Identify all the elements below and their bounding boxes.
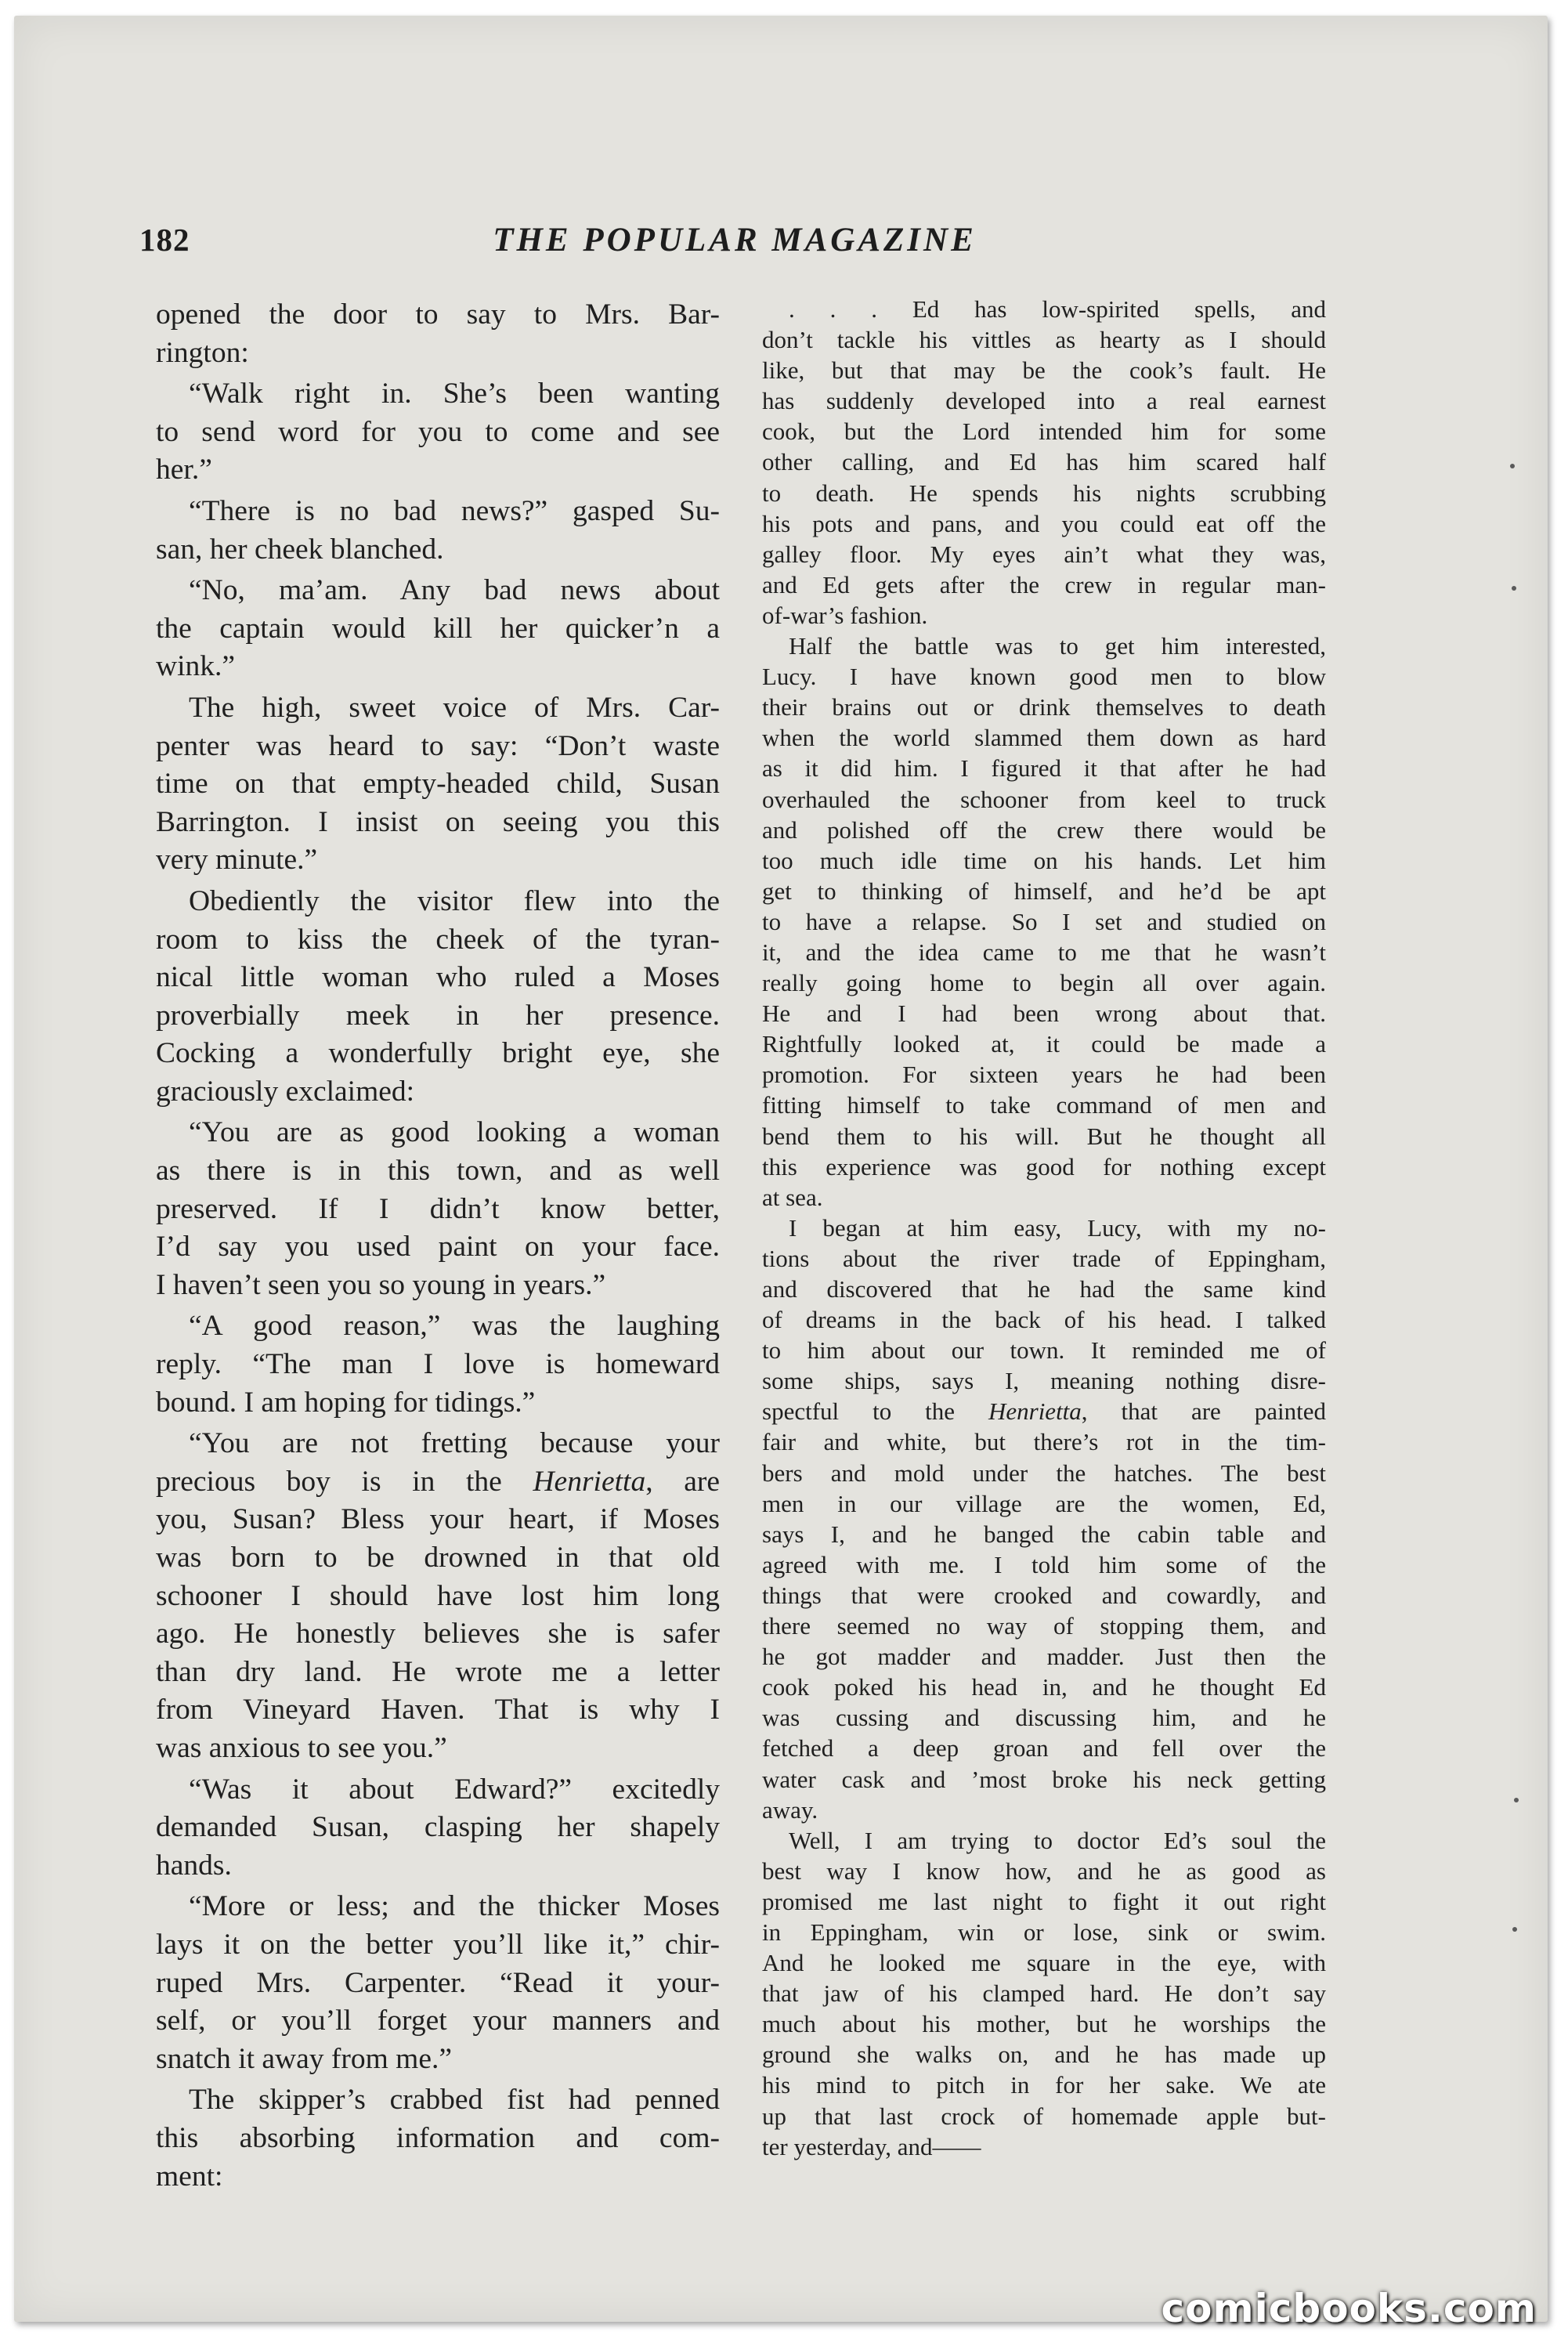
text-line: galley floor. My eyes ain’t what they was, (762, 540, 1326, 568)
text-line: proverbially meek in her presence. (156, 999, 720, 1032)
text-line: up that last crock of homemade apple but- (762, 2102, 1326, 2130)
paragraph (156, 1307, 720, 1422)
page-number: 182 (139, 222, 190, 258)
text-line: Lucy. I have known good men to blow (762, 663, 1326, 691)
text-line: I began at him easy, Lucy, with my no- (789, 1213, 1326, 1242)
text-line: wink.” (156, 650, 236, 683)
running-head: THE POPULAR MAGAZINE (493, 222, 977, 258)
text-line: to have a relapse. So I set and studied on (762, 907, 1326, 935)
text-line: from Vineyard Haven. That is why I (156, 1694, 720, 1726)
text-line: opened the door to say to Mrs. Bar- (156, 298, 720, 331)
text-line: this experience was good for nothing except (762, 1152, 1326, 1180)
text-line: The skipper’s crabbed fist had penned (189, 2084, 720, 2117)
text-line: And he looked me square in the eye, with (762, 1949, 1326, 1977)
text-line: I’d say you used paint on your face. (156, 1231, 720, 1264)
text-line: Rightfully looked at, it could be made a (762, 1030, 1326, 1058)
text-line: “Was it about Edward?” excitedly (189, 1773, 720, 1806)
text-line: Barrington. I insist on seeing you this (156, 805, 720, 838)
right-column (762, 294, 1326, 2162)
paragraph (156, 1771, 720, 1885)
text-line: his pots and pans, and you could eat off the (762, 509, 1326, 537)
text-line: other calling, and Ed has him scared half (762, 448, 1326, 476)
text-line: bound. I am hoping for tidings.” (156, 1386, 536, 1419)
text-line: water cask and ’most broke his neck getting (762, 1765, 1326, 1793)
text-line: men in our village are the women, Ed, (762, 1489, 1326, 1517)
paragraph (762, 1213, 1326, 1825)
paragraph (762, 294, 1326, 631)
text-line: and Ed gets after the crew in regular man- (762, 570, 1326, 598)
paragraph (156, 2081, 720, 2196)
text-line: of dreams in the back of his head. I talked (762, 1306, 1326, 1334)
text-line: it, and the idea came to me that he wasn’t (762, 938, 1326, 966)
text-line: hands. (156, 1849, 232, 1882)
text-line: of-war’s fashion. (762, 601, 928, 629)
text-line: was born to be drowned in that old (156, 1542, 720, 1574)
text-line: ago. He honestly believes she is safer (156, 1618, 720, 1650)
text-line: to him about our town. It reminded me of (762, 1336, 1326, 1365)
text-line: than dry land. He wrote me a letter (156, 1655, 720, 1688)
text-line: “There is no bad news?” gasped Su- (189, 494, 720, 527)
text-line: in Eppingham, win or lose, sink or swim. (762, 1918, 1326, 1946)
text-line: he got madder and madder. Just then the (762, 1643, 1326, 1671)
text-line: schooner I should have lost him long (156, 1579, 720, 1612)
magazine-page (14, 16, 1548, 2322)
ship-name: Henrietta (533, 1465, 646, 1498)
ship-name: Henrietta (988, 1397, 1082, 1426)
text-line: promotion. For sixteen years he had been (762, 1061, 1326, 1089)
text-line: He and I had been wrong about that. (762, 1000, 1326, 1028)
text-line: lays it on the better you’ll like it,” chir- (156, 1928, 720, 1961)
text-line: “No, ma’am. Any bad news about (189, 574, 720, 607)
text-line: nical little woman who ruled a Moses (156, 961, 720, 994)
paragraph (156, 883, 720, 1112)
text-line: “You are not fretting because your (189, 1427, 720, 1460)
margin-speck (1514, 1798, 1519, 1802)
text-line: “A good reason,” was the laughing (189, 1310, 720, 1343)
margin-speck (1512, 586, 1516, 591)
text-line: promised me last night to fight it out right (762, 1887, 1326, 1915)
text-line: at sea. (762, 1183, 823, 1211)
text-line: I haven’t seen you so young in years.” (156, 1268, 606, 1301)
paragraph (156, 1114, 720, 1304)
text-line: best way I know how, and he as good as (762, 1856, 1326, 1885)
text-line: agreed with me. I told him some of the (762, 1550, 1326, 1578)
text-line: ruped Mrs. Carpenter. “Read it your- (156, 1966, 720, 1999)
text-line: The high, sweet voice of Mrs. Car- (189, 691, 720, 724)
text-line: their brains out or drink themselves to death (762, 693, 1326, 721)
text-line: precious boy is in the Henrietta, are (156, 1465, 720, 1498)
text-line: some ships, says I, meaning nothing disre- (762, 1367, 1326, 1395)
text-line: overhauled the schooner from keel to truck (762, 785, 1326, 813)
text-line: as there is in this town, and as well (156, 1155, 720, 1188)
text-line: tions about the river trade of Eppingham, (762, 1244, 1326, 1272)
text-line: ter yesterday, and—— (762, 2132, 981, 2160)
text-line: says I, and he banged the cabin table and (762, 1520, 1326, 1548)
text-line: much about his mother, but he worships the (762, 2010, 1326, 2038)
text-line: her.” (156, 454, 212, 486)
text-line: to send word for you to come and see (156, 415, 720, 448)
paragraph (156, 1888, 720, 2078)
text-line: really going home to begin all over again. (762, 969, 1326, 997)
text-line: preserved. If I didn’t know better, (156, 1192, 720, 1225)
paragraph (156, 572, 720, 686)
text-line: fair and white, but there’s rot in the tim- (762, 1428, 1326, 1456)
paragraph (156, 1425, 720, 1767)
text-line: . . . Ed has low-spirited spells, and (789, 295, 1326, 323)
text-line: fetched a deep groan and fell over the (762, 1734, 1326, 1762)
paragraph (156, 375, 720, 490)
text-line: Obediently the visitor flew into the (189, 884, 720, 917)
paragraph (156, 689, 720, 880)
text-line: spectful to the Henrietta, that are painted (762, 1397, 1326, 1426)
text-line: Half the battle was to get him interested, (789, 632, 1326, 660)
text-line: cook, but the Lord intended him for some (762, 418, 1326, 446)
text-line: very minute.” (156, 844, 318, 877)
text-line: penter was heard to say: “Don’t waste (156, 729, 720, 762)
text-line: has suddenly developed into a real earnest (762, 387, 1326, 415)
text-line: bend them to his will. But he thought all (762, 1122, 1326, 1150)
text-line: Well, I am trying to doctor Ed’s soul the (789, 1826, 1326, 1854)
left-column (156, 296, 720, 2199)
text-line: get to thinking of himself, and he’d be apt (762, 877, 1326, 905)
text-line: as it did him. I figured it that after he had (762, 754, 1326, 783)
text-line: self, or you’ll forget your manners and (156, 2005, 720, 2037)
text-line: rington: (156, 336, 249, 369)
paragraph (156, 493, 720, 569)
text-line: when the world slammed them down as hard (762, 724, 1326, 752)
margin-speck (1512, 1927, 1517, 1932)
text-line: his mind to pitch in for her sake. We ate (762, 2071, 1326, 2099)
text-line: things that were crooked and cowardly, and (762, 1581, 1326, 1609)
text-line: graciously exclaimed: (156, 1075, 415, 1108)
text-line: too much idle time on his hands. Let him (762, 846, 1326, 874)
margin-speck (1510, 464, 1515, 468)
text-line: Cocking a wonderfully bright eye, she (156, 1037, 720, 1070)
paragraph (762, 631, 1326, 1213)
text-line: the captain would kill her quicker’n a (156, 612, 720, 645)
text-line: bers and mold under the hatches. The best (762, 1459, 1326, 1487)
text-line: that jaw of his clamped hard. He don’t say (762, 1979, 1326, 2008)
text-line: san, her cheek blanched. (156, 533, 444, 566)
paragraph (762, 1825, 1326, 2162)
text-line: was cussing and discussing him, and he (762, 1704, 1326, 1732)
text-line: demanded Susan, clasping her shapely (156, 1811, 720, 1844)
text-line: like, but that may be the cook’s fault. He (762, 356, 1326, 385)
text-line: don’t tackle his vittles as hearty as I should (762, 326, 1326, 354)
text-line: time on that empty-headed child, Susan (156, 768, 720, 801)
watermark-logo: comicbooks.com (1161, 2286, 1537, 2331)
text-line: cook poked his head in, and he thought Ed (762, 1673, 1326, 1701)
text-line: ground she walks on, and he has made up (762, 2041, 1326, 2069)
text-line: “More or less; and the thicker Moses (189, 1890, 720, 1923)
text-line: to death. He spends his nights scrubbing (762, 479, 1326, 507)
text-line: this absorbing information and com- (156, 2121, 720, 2154)
text-line: and discovered that he had the same kind (762, 1275, 1326, 1303)
text-line: was anxious to see you.” (156, 1731, 447, 1764)
text-line: ment: (156, 2160, 223, 2193)
paragraph (156, 296, 720, 372)
text-line: fitting himself to take command of men and (762, 1091, 1326, 1119)
text-line: reply. “The man I love is homeward (156, 1348, 720, 1381)
text-line: snatch it away from me.” (156, 2042, 452, 2075)
text-line: “You are as good looking a woman (189, 1116, 720, 1149)
text-line: room to kiss the cheek of the tyran- (156, 923, 720, 956)
text-line: there seemed no way of stopping them, and (762, 1612, 1326, 1640)
text-line: and polished off the crew there would be (762, 815, 1326, 844)
text-line: “Walk right in. She’s been wanting (189, 378, 720, 410)
text-line: away. (762, 1795, 818, 1824)
text-line: you, Susan? Bless your heart, if Moses (156, 1503, 720, 1536)
